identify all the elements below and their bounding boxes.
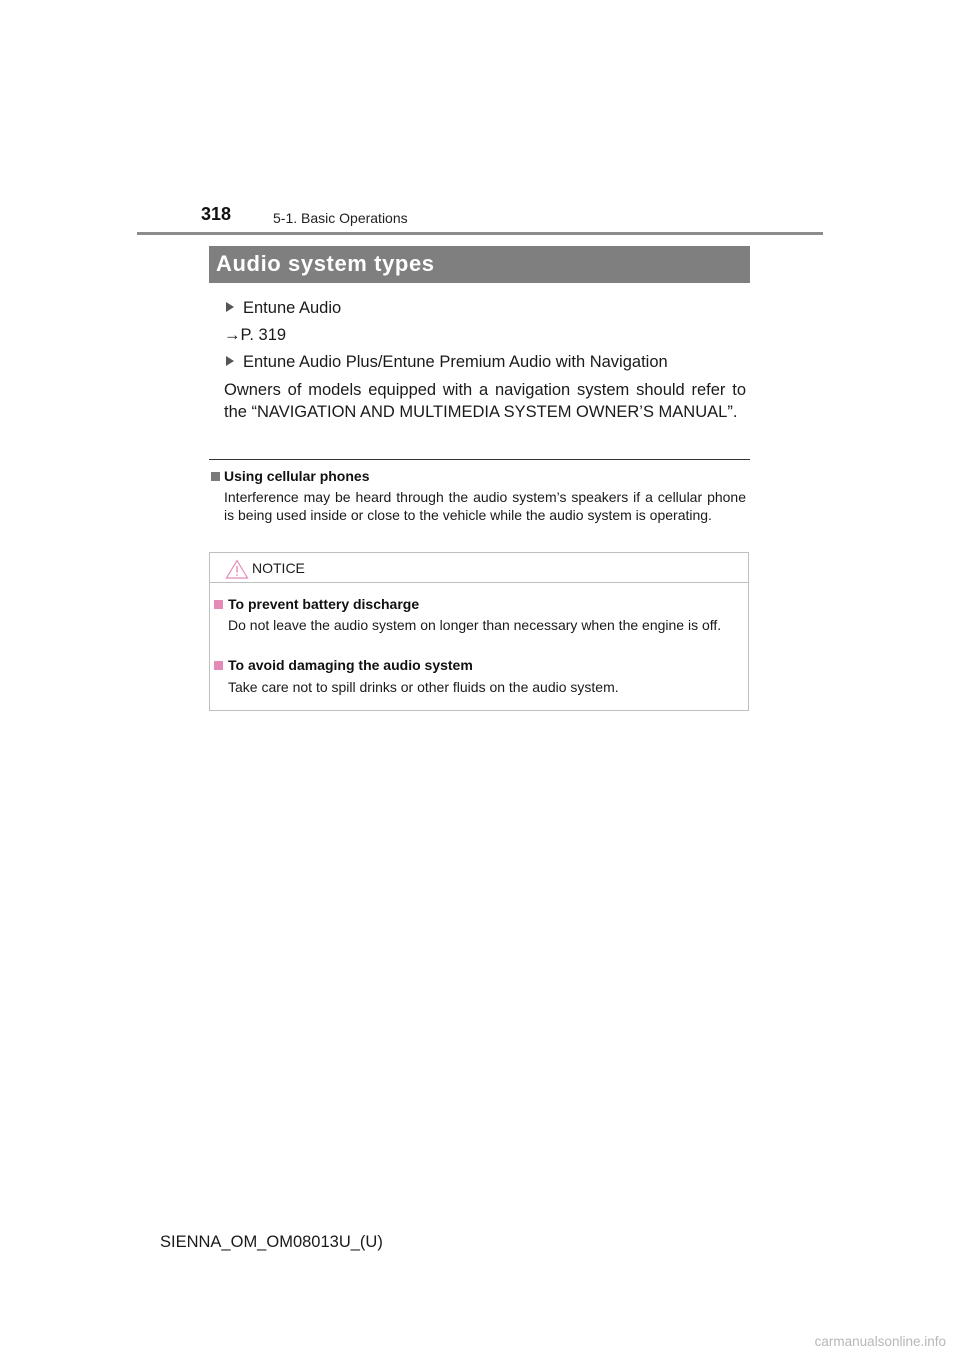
list-item-label: Entune Audio Plus/Entune Premium Audio with Navigation (243, 353, 668, 371)
notice-item-heading (214, 596, 419, 612)
footer-code: SIENNA_OM_OM08013U_(U) (160, 1233, 383, 1251)
notice-item-text: Do not leave the audio system on longer than necessary when the engine is off. (228, 617, 722, 633)
pink-square-bullet-icon (214, 600, 223, 609)
list-item-entune-audio (226, 299, 341, 318)
note-heading (211, 468, 369, 484)
body-paragraph: Owners of models equipped with a navigation system should refer to the “NAVIGATION AND MULTIMEDIA SYSTEM OWNER’S MANUAL”. (224, 381, 746, 421)
section-reference: 5-1. Basic Operations (273, 210, 408, 226)
triangle-bullet-icon (226, 356, 234, 366)
list-item-entune-premium (226, 353, 668, 372)
notice-label: NOTICE (252, 560, 305, 576)
square-bullet-icon (211, 472, 220, 481)
header-rule (137, 232, 823, 235)
page-reference[interactable] (224, 326, 286, 345)
section-divider (209, 459, 750, 460)
note-heading-label: Using cellular phones (224, 468, 370, 484)
page-number: 318 (201, 204, 232, 224)
pink-square-bullet-icon (214, 661, 223, 670)
section-title-bar (209, 246, 750, 283)
notice-item-heading-label: To prevent battery discharge (228, 596, 420, 612)
arrow-right-icon: → (224, 326, 241, 344)
warning-triangle-icon (225, 559, 249, 579)
notice-box (209, 552, 749, 711)
notice-item-text: Take care not to spill drinks or other fluids on the audio system. (228, 679, 619, 695)
list-item-label: Entune Audio (243, 299, 342, 317)
notice-item-heading (214, 657, 473, 673)
watermark[interactable]: carmanualsonline.info (814, 1334, 946, 1349)
note-text: Interference may be heard through the audio system’s speakers if a cellular phone is being used inside or close to the vehicle while the audio system is operating. (224, 489, 746, 523)
notice-item-heading-label: To avoid damaging the audio system (228, 657, 473, 673)
section-title: Audio system types (216, 251, 435, 276)
notice-header (210, 553, 748, 583)
page-reference-label: P. 319 (240, 326, 287, 344)
triangle-bullet-icon (226, 302, 234, 312)
